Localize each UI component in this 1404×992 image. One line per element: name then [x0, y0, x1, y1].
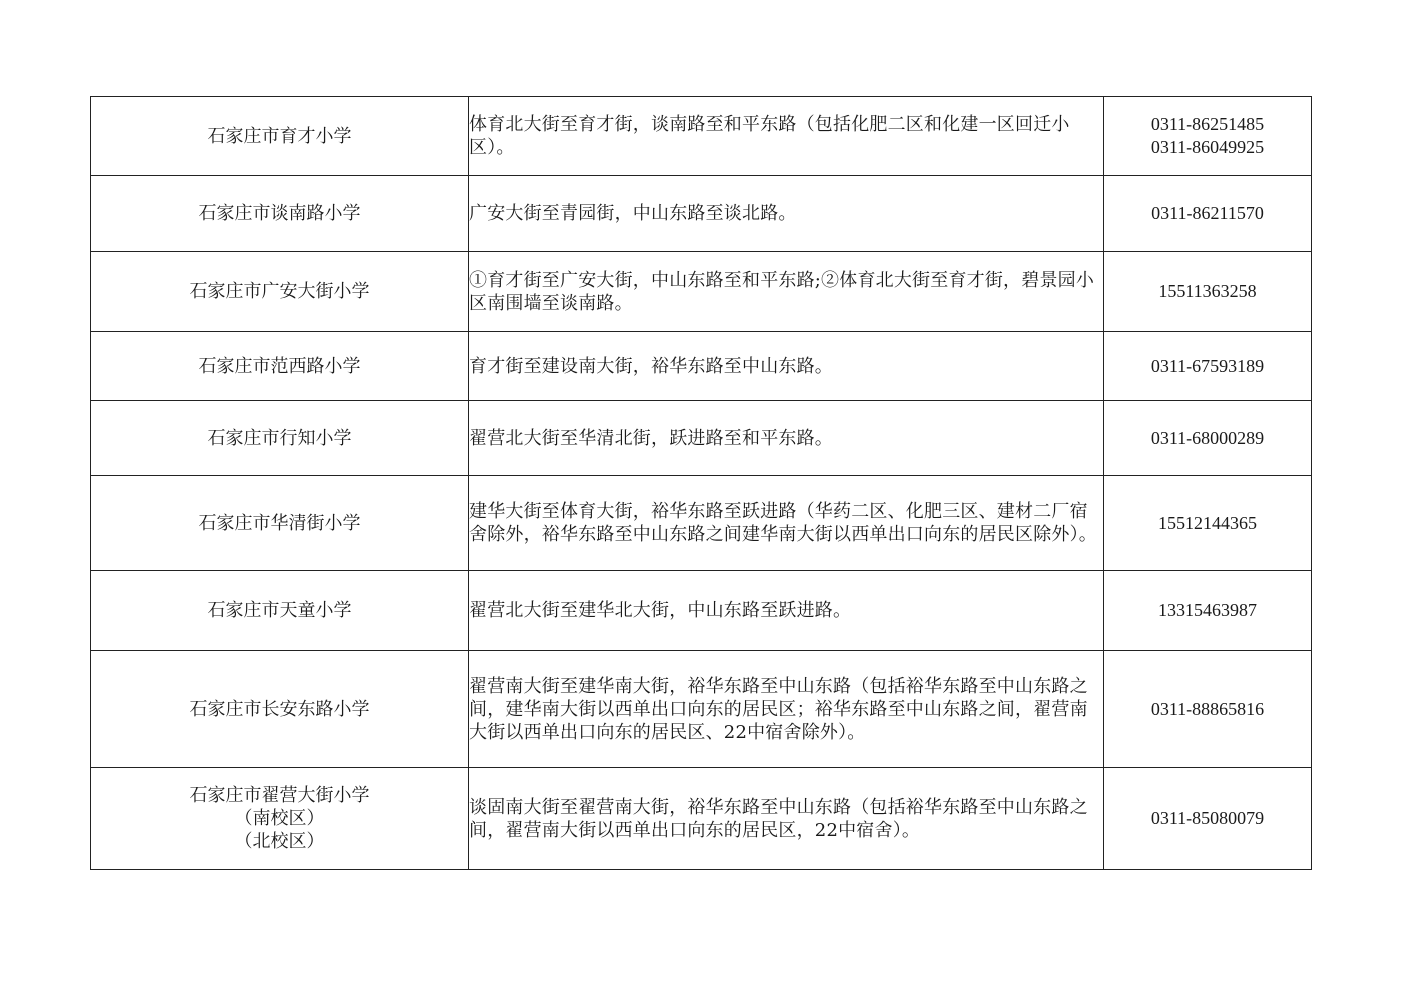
school-name: 石家庄市广安大街小学 [189, 281, 370, 302]
school-name: 石家庄市谈南路小学 [198, 203, 361, 224]
phone-number: 0311-86251485 [1150, 114, 1265, 134]
phone-number: 15511363258 [1158, 281, 1257, 301]
phone-number: 0311-86049925 [1150, 137, 1265, 157]
school-name-cell [91, 571, 469, 651]
phone-cell [1104, 252, 1312, 332]
district-area-cell: 翟营北大街至华清北街，跃进路至和平东路。 [469, 401, 1104, 476]
phone-cell [1104, 176, 1312, 252]
phone-number: 0311-67593189 [1150, 355, 1265, 376]
table-row [91, 651, 1312, 768]
school-district-table [90, 96, 1312, 870]
table-body [91, 97, 1312, 870]
district-area-cell: 广安大街至青园街，中山东路至谈北路。 [469, 176, 1104, 252]
phone-cell [1104, 401, 1312, 476]
school-name: （北校区） [234, 831, 325, 852]
school-name-cell [91, 252, 469, 332]
table-row [91, 332, 1312, 401]
phone-number: 0311-68000289 [1150, 427, 1265, 448]
district-area-cell: 翟营北大街至建华北大街，中山东路至跃进路。 [469, 571, 1104, 651]
school-name: 石家庄市长安东路小学 [189, 698, 370, 720]
phone-number: 13315463987 [1158, 600, 1257, 620]
table-row [91, 176, 1312, 252]
phone-cell [1104, 768, 1312, 870]
school-name-cell [91, 651, 469, 768]
phone-number: 0311-86211570 [1151, 203, 1264, 223]
school-name-cell [91, 401, 469, 476]
district-area-cell: 育才街至建设南大街，裕华东路至中山东路。 [469, 332, 1104, 401]
school-name: （南校区） [234, 808, 325, 829]
school-name-cell [91, 176, 469, 252]
school-name: 石家庄市范西路小学 [198, 355, 361, 377]
table-row [91, 252, 1312, 332]
school-name-cell [91, 332, 469, 401]
school-name: 石家庄市华清街小学 [198, 512, 361, 534]
phone-number: 0311-88865816 [1150, 698, 1265, 719]
school-name-cell [91, 97, 469, 176]
school-name: 石家庄市天童小学 [207, 600, 352, 621]
table-row [91, 571, 1312, 651]
school-name: 石家庄市翟营大街小学 [189, 785, 370, 806]
phone-cell [1104, 651, 1312, 768]
table-row [91, 97, 1312, 176]
phone-cell [1104, 476, 1312, 571]
school-name-cell [91, 768, 469, 870]
table-row [91, 476, 1312, 571]
school-name-cell [91, 476, 469, 571]
school-name: 石家庄市行知小学 [207, 427, 352, 449]
phone-cell [1104, 97, 1312, 176]
district-area-cell: ①育才街至广安大街，中山东路至和平东路;②体育北大街至育才街，碧景园小区南围墙至谈南路。 [469, 252, 1104, 332]
school-name: 石家庄市育才小学 [207, 125, 352, 147]
phone-cell [1104, 571, 1312, 651]
phone-cell [1104, 332, 1312, 401]
district-area-cell: 谈固南大街至翟营南大街，裕华东路至中山东路（包括裕华东路至中山东路之间，翟营南大街以西单出口向东的居民区，22中宿舍）。 [469, 768, 1104, 870]
district-area-cell: 翟营南大街至建华南大街，裕华东路至中山东路（包括裕华东路至中山东路之间，建华南大街以西单出口向东的居民区；裕华东路至中山东路之间，翟营南大街以西单出口向东的居民区、22中宿舍除外）。 [469, 651, 1104, 768]
district-area-cell: 建华大街至体育大街，裕华东路至跃进路（华药二区、化肥三区、建材二厂宿舍除外，裕华东路至中山东路之间建华南大街以西单出口向东的居民区除外）。 [469, 476, 1104, 571]
phone-number: 0311-85080079 [1150, 808, 1265, 828]
district-area-cell: 体育北大街至育才街，谈南路至和平东路（包括化肥二区和化建一区回迁小区）。 [469, 97, 1104, 176]
phone-number: 15512144365 [1158, 512, 1257, 533]
table-row [91, 401, 1312, 476]
table-row [91, 768, 1312, 870]
